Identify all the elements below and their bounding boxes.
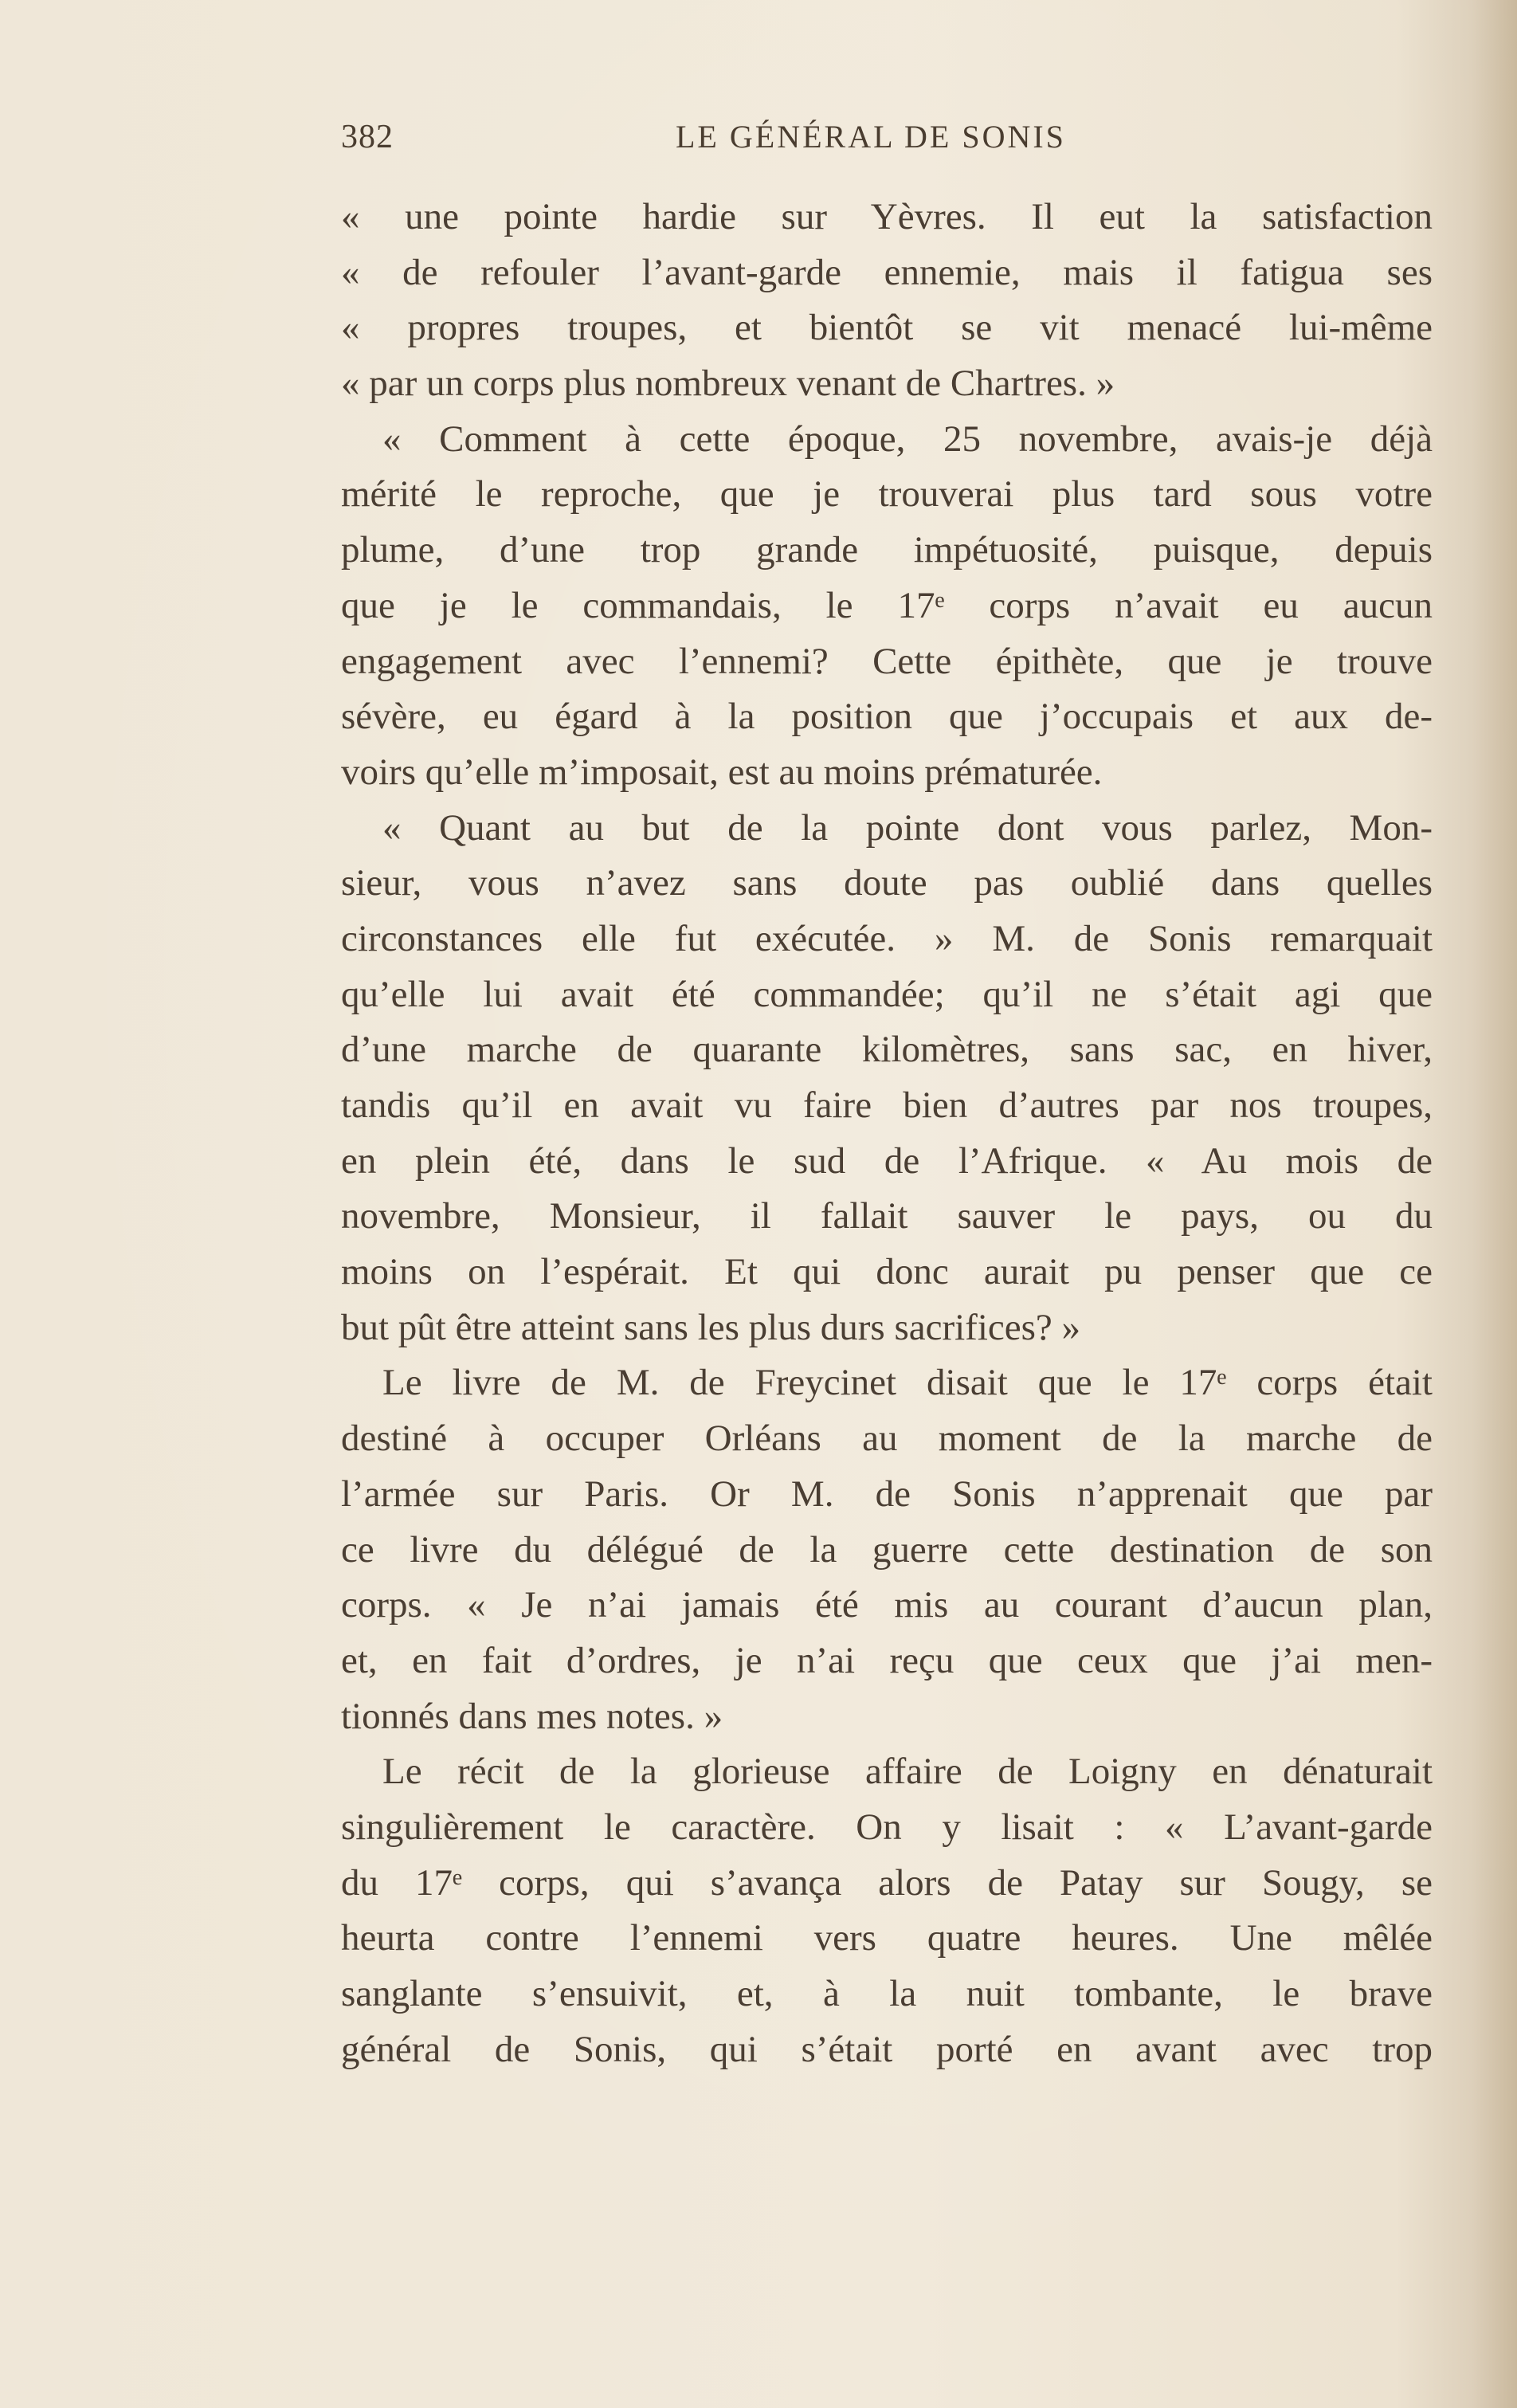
text-line: ce livre du délégué de la guerre cette destination de son xyxy=(341,1528,1433,1571)
text-line: d’une marche de quarante kilomètres, sans sac, en hiver, xyxy=(341,1029,1433,1071)
text-line: destiné à occuper Orléans au moment de la marche de xyxy=(341,1418,1433,1460)
running-title: LE GÉNÉRAL DE SONIS xyxy=(676,119,1066,155)
text-line: Le livre de M. de Freycinet disait que le 17ᵉ corps était xyxy=(382,1362,1433,1404)
text-line: sévère, eu égard à la position que j’occupais et aux de- xyxy=(341,696,1433,738)
text-line: l’armée sur Paris. Or M. de Sonis n’apprenait que par xyxy=(341,1473,1433,1515)
text-line: « par un corps plus nombreux venant de Chartres. » xyxy=(341,363,1115,405)
text-line: en plein été, dans le sud de l’Afrique. « Au mois de xyxy=(341,1139,1433,1182)
text-line: heurta contre l’ennemi vers quatre heures. Une mêlée xyxy=(341,1917,1433,1959)
page-number: 382 xyxy=(341,119,394,155)
text-line: tandis qu’il en avait vu faire bien d’autres par nos troupes, xyxy=(341,1084,1433,1126)
text-line: « de refouler l’avant-garde ennemie, mais il fatigua ses xyxy=(341,251,1433,293)
text-line: voirs qu’elle m’imposait, est au moins prématurée. xyxy=(341,751,1103,793)
text-line: corps. « Je n’ai jamais été mis au courant d’aucun plan, xyxy=(341,1584,1433,1626)
text-line: « Quant au but de la pointe dont vous parlez, Mon- xyxy=(382,806,1433,849)
text-line: sanglante s’ensuivit, et, à la nuit tombante, le brave xyxy=(341,1973,1433,2014)
running-head xyxy=(341,118,1433,166)
text-line: et, en fait d’ordres, je n’ai reçu que ceux que j’ai men- xyxy=(341,1639,1433,1681)
text-line: général de Sonis, qui s’était porté en avant avec trop xyxy=(341,2028,1433,2070)
text-line: Le récit de la glorieuse affaire de Loigny en dénaturait xyxy=(382,1751,1433,1793)
text-line: du 17ᵉ corps, qui s’avança alors de Patay sur Sougy, se xyxy=(341,1861,1433,1904)
body-text xyxy=(341,190,1433,2077)
text-line: que je le commandais, le 17ᵉ corps n’avait eu aucun xyxy=(341,584,1433,626)
text-line: circonstances elle fut exécutée. » M. de Sonis remarquait xyxy=(341,917,1433,959)
text-line: qu’elle lui avait été commandée; qu’il ne s’était agi que xyxy=(341,973,1433,1015)
text-line: but pût être atteint sans les plus durs sacrifices? » xyxy=(341,1306,1080,1348)
text-line: singulièrement le caractère. On y lisait : « L’avant-garde xyxy=(341,1806,1433,1848)
text-line: plume, d’une trop grande impétuosité, puisque, depuis xyxy=(341,529,1433,571)
text-line: tionnés dans mes notes. » xyxy=(341,1695,723,1737)
text-line: engagement avec l’ennemi? Cette épithète, que je trouve xyxy=(341,640,1433,682)
text-line: moins on l’espérait. Et qui donc aurait pu penser que ce xyxy=(341,1251,1433,1293)
text-line: « propres troupes, et bientôt se vit menacé lui-même xyxy=(341,307,1433,349)
text-line: « Comment à cette époque, 25 novembre, avais-je déjà xyxy=(382,418,1433,460)
text-line: « une pointe hardie sur Yèvres. Il eut la satisfaction xyxy=(341,196,1433,237)
text-line: sieur, vous n’avez sans doute pas oublié dans quelles xyxy=(341,862,1433,904)
text-line: mérité le reproche, que je trouverai plus tard sous votre xyxy=(341,473,1433,516)
text-line: novembre, Monsieur, il fallait sauver le pays, ou du xyxy=(341,1195,1433,1237)
